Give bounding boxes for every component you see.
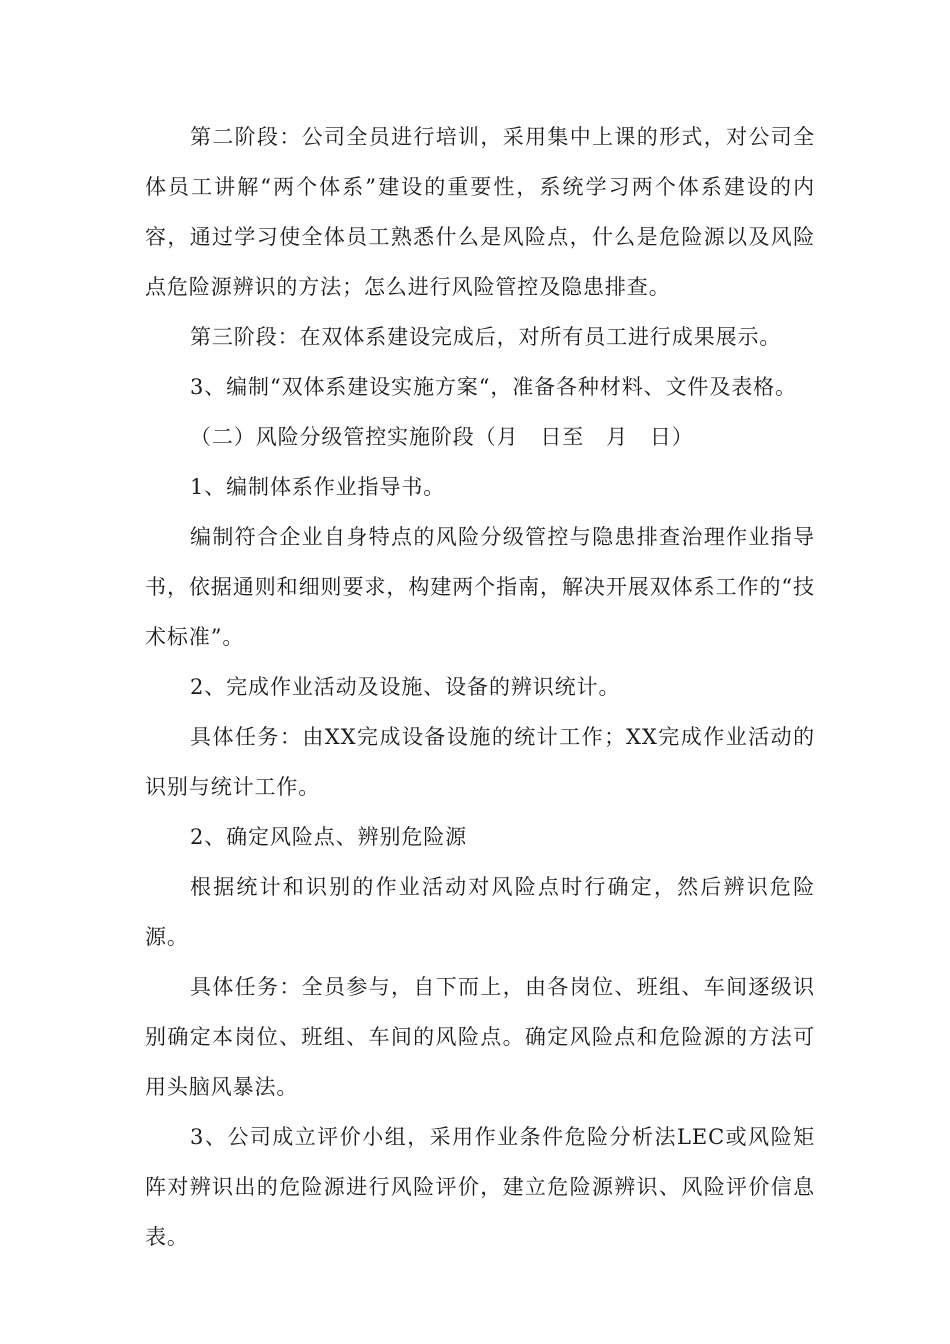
paragraph-stage-three: 第三阶段：在双体系建设完成后，对所有员工进行成果展示。: [190, 325, 782, 349]
paragraph-item-guide-book: 1、编制体系作业指导书。: [190, 475, 446, 499]
paragraph-evaluation-team: 3、公司成立评价小组，采用作业条件危险分析法LEC或风险矩阵对辨识出的危险源进行风险评价，建立危险源辨识、风险评价信息表。: [145, 1125, 815, 1249]
paragraph-item-risk-points: 2、确定风险点、辨别危险源: [190, 825, 468, 849]
paragraph-risk-points-detail: 根据统计和识别的作业活动对风险点时行确定，然后辨识危险源。: [145, 875, 815, 949]
paragraph-stage-two: 第二阶段：公司全员进行培训，采用集中上课的形式，对公司全体员工讲解“两个体系”建设的重要性，系统学习两个体系建设的内容，通过学习使全体员工熟悉什么是风险点，什么是危险源以及风险点危险源辨识的方法；怎么进行风险管控及隐患排查。: [145, 125, 815, 299]
paragraph-identification-task: 具体任务：由XX完成设备设施的统计工作；XX完成作业活动的识别与统计工作。: [145, 725, 815, 799]
section-heading-risk-control: （二）风险分级管控实施阶段（月 日至 月 日）: [190, 425, 694, 449]
paragraph-guide-book-detail: 编制符合企业自身特点的风险分级管控与隐患排查治理作业指导书，依据通则和细则要求，构建两个指南，解决开展双体系工作的“技术标准”。: [145, 525, 815, 649]
paragraph-item-identification: 2、完成作业活动及设施、设备的辨识统计。: [190, 675, 621, 699]
document-body: [145, 112, 815, 1262]
paragraph-risk-points-task: 具体任务：全员参与，自下而上，由各岗位、班组、车间逐级识别确定本岗位、班组、车间的风险点。确定风险点和危险源的方法可用头脑风暴法。: [145, 975, 815, 1099]
paragraph-compile-plan: 3、编制“双体系建设实施方案“，准备各种材料、文件及表格。: [190, 375, 797, 399]
